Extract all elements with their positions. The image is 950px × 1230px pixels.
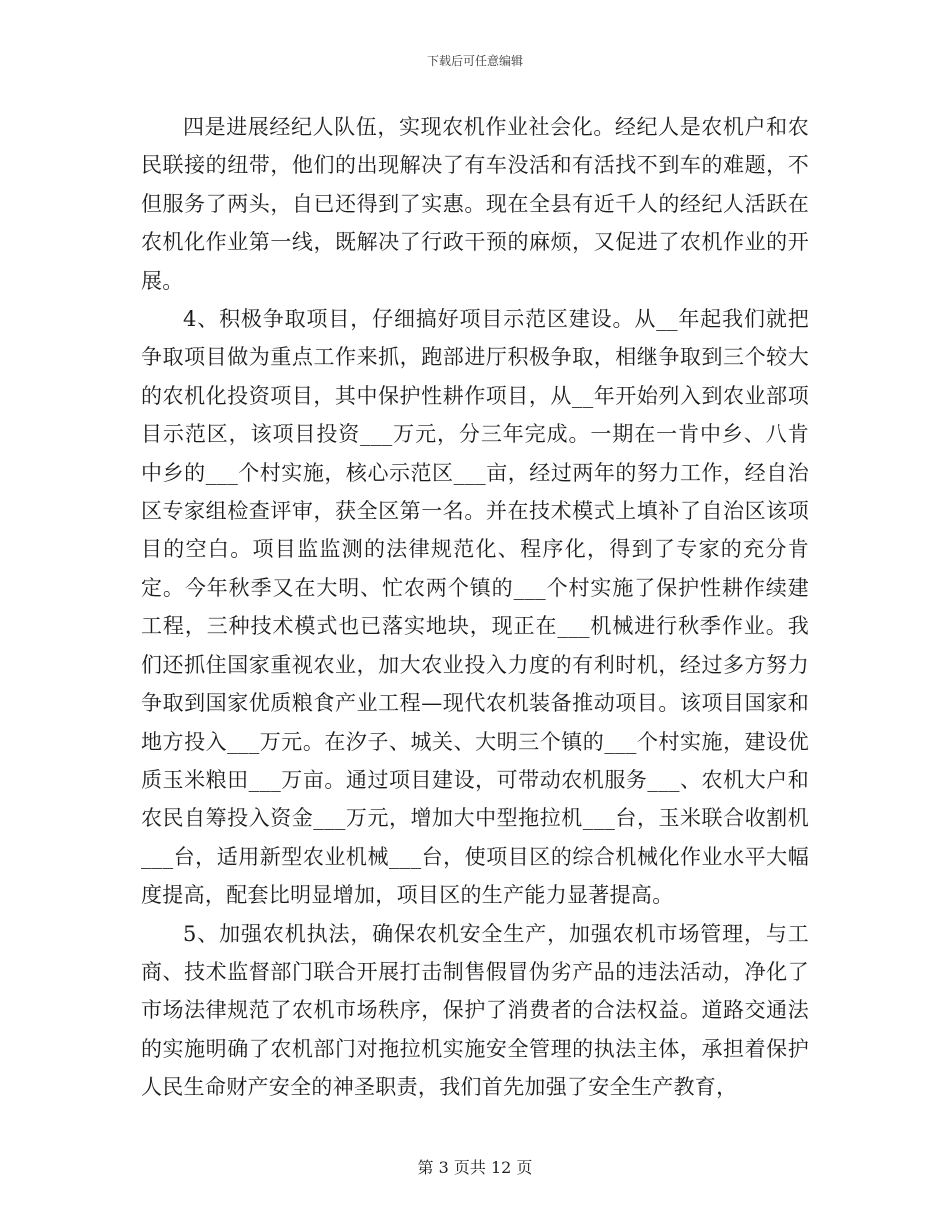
paragraph-3: 5、加强农机执法，确保农机安全生产，加强农机市场管理，与工商、技术监督部门联合开展打击制售假冒伪劣产品的违法活动，净化了市场法律规范了农机市场秩序，保护了消费者的合法权益。道路交通法的实施明确了农机部门对拖拉机实施安全管理的执法主体，承担着保护人民生命财产安全的神圣职责，我们首先加强了安全生产教育， xyxy=(141,921,809,1100)
page-number: 第 3 页共 12 页 xyxy=(417,1158,533,1177)
paragraph-2: 4、积极争取项目，仔细搞好项目示范区建设。从__年起我们就把争取项目做为重点工作来抓，跑部进厅积极争取，相继争取到三个较大的农机化投资项目，其中保护性耕作项目，从__年开始列入到农业部项目示范区，该项目投资___万元，分三年完成。一期在一肯中乡、八肯中乡的___个村实施，核心示范区___亩，经过两年的努力工作，经自治区专家组检查评审，获全区第一名。并在技术模式上填补了自治区该项目的空白。项目监监测的法律规范化、程序化，得到了专家的充分肯定。今年秋季又在大明、忙农两个镇的___个村实施了保护性耕作续建工程，三种技术模式也已落实地块，现正在___机械进行秋季作业。我们还抓住国家重视农业，加大农业投入力度的有利时机，经过多方努力争取到国家优质粮食产业工程—现代农机装备推动项目。该项目国家和地方投入___万元。在汐子、城关、大明三个镇的___个村实施，建设优质玉米粮田___万亩。通过项目建设，可带动农机服务___、农机大户和农民自筹投入资金___万元，增加大中型拖拉机___台，玉米联合收割机___台，适用新型农业机械___台，使项目区的综合机械化作业水平大幅度提高，配套比明显增加，项目区的生产能力显著提高。 xyxy=(141,307,809,908)
paragraph-1: 四是进展经纪人队伍，实现农机作业社会化。经纪人是农机户和农民联接的纽带，他们的出现解决了有车没活和有活找不到车的难题，不但服务了两头，自已还得到了实惠。现在全县有近千人的经纪人活跃在农机化作业第一线，既解决了行政干预的麻烦，又促进了农机作业的开展。 xyxy=(141,115,809,293)
page-header-note: 下载后可任意编辑 xyxy=(426,54,523,68)
document-body xyxy=(141,108,809,1107)
